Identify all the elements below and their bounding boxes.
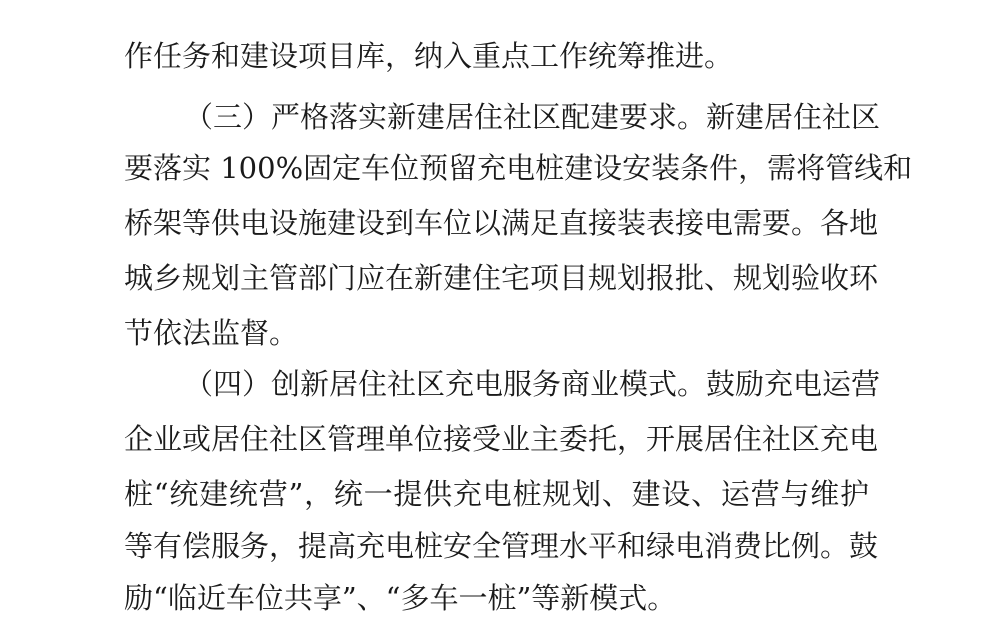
section-heading-line: （三）严格落实新建居住社区配建要求。新建居住社区: [184, 100, 881, 134]
paragraph-line: 城乡规划主管部门应在新建住宅项目规划报批、规划验收环: [124, 261, 879, 295]
paragraph-line: 桥架等供电设施建设到车位以满足直接装表接电需要。各地: [124, 206, 879, 240]
paragraph-line: 节依法监督。: [124, 316, 299, 350]
paragraph-line: 要落实 100%固定车位预留充电桩建设安装条件，需将管线和: [124, 151, 913, 185]
paragraph-line: 作任务和建设项目库，纳入重点工作统筹推进。: [124, 39, 734, 73]
paragraph-line: 桩“统建统营”，统一提供充电桩规划、建设、运营与维护: [124, 477, 869, 511]
section-heading-line: （四）创新居住社区充电服务商业模式。鼓励充电运营: [184, 367, 881, 401]
paragraph-line: 企业或居住社区管理单位接受业主委托，开展居住社区充电: [124, 422, 879, 456]
paragraph-line: 等有偿服务，提高充电桩安全管理水平和绿电消费比例。鼓: [124, 529, 879, 563]
paragraph-line: 励“临近车位共享”、“多车一桩”等新模式。: [124, 581, 677, 615]
